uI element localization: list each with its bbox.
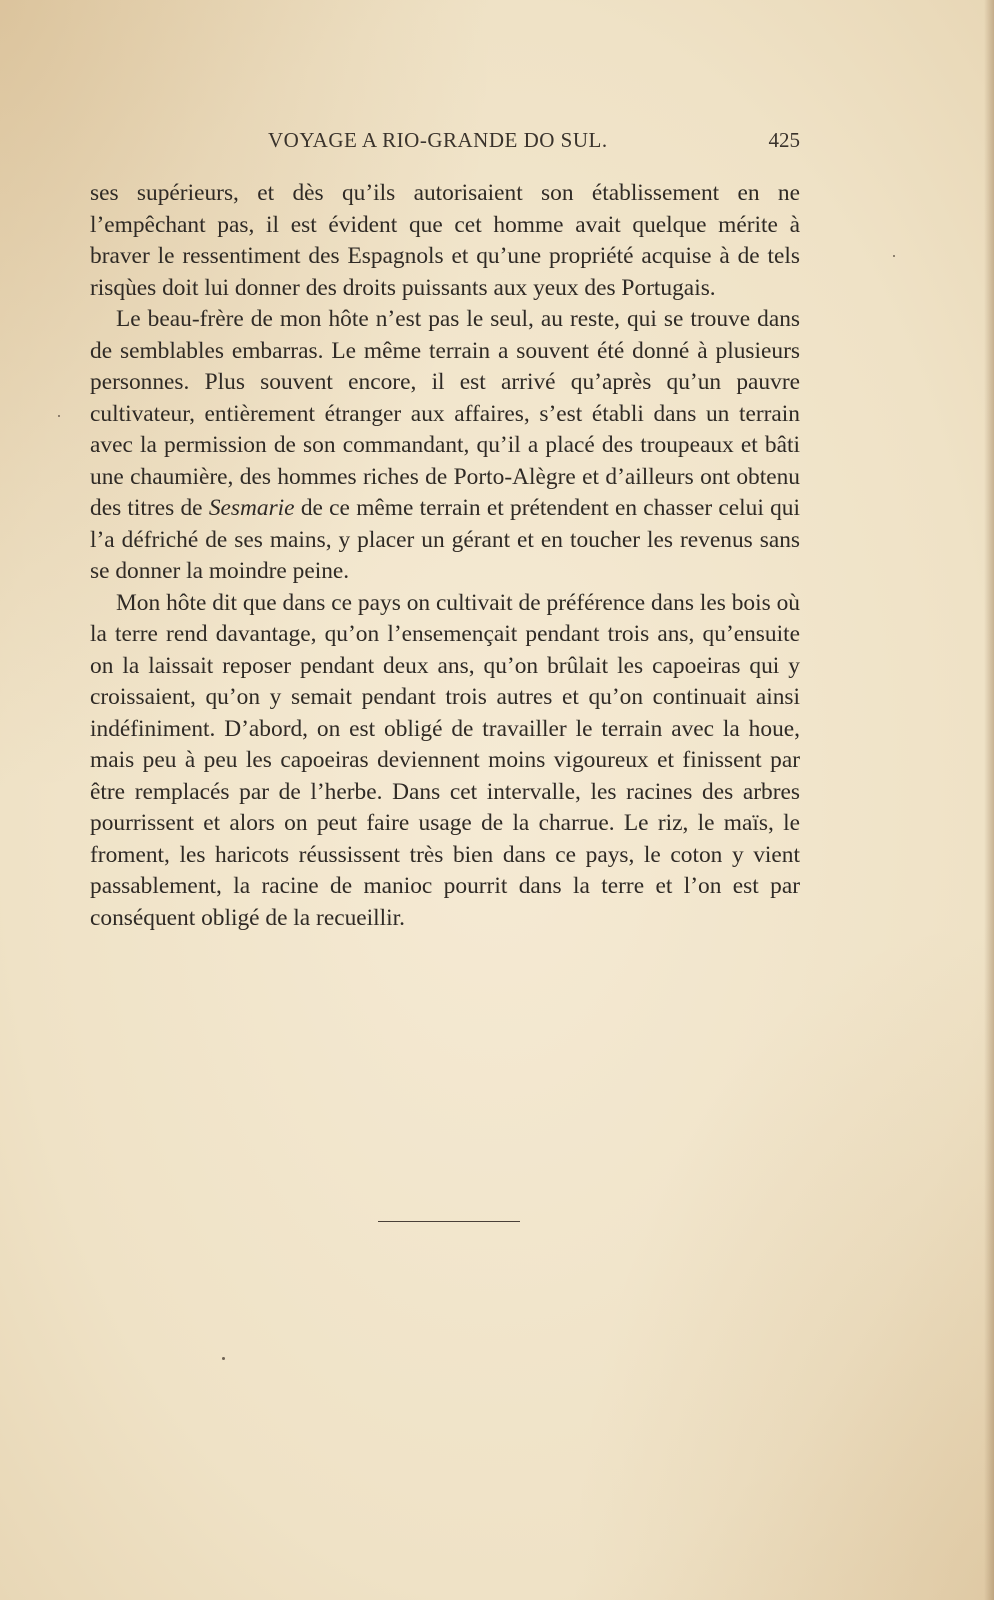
paragraph-3 bbox=[90, 588, 800, 935]
page-number: 425 bbox=[768, 128, 800, 152]
paper-speck bbox=[58, 415, 60, 417]
paragraph-2-text-before: Le beau-frère de mon hôte n’est pas le seul, au reste, qui se trouve dans de semblables embarras. Le même terrain a souvent été donné à plusieurs personnes. Plus souvent encore, il est arrivé qu’après qu’un pauvre cultivateur, entièrement étranger aux affaires, s’est établi dans un terrain avec la permission de son commandant, qu’il a placé des troupeaux et bâti une chaumière, des hommes riches de Porto-Alègre et d’ailleurs ont obtenu des titres de bbox=[90, 306, 800, 521]
paragraph-1-text: ses supérieurs, et dès qu’ils autorisaient son établissement en ne l’empêchant pas, il est évident que cet homme avait quelque mérite à braver le ressentiment des Espagnols et qu’une propriété acquise à de tels risqùes doit lui donner des droits puissants aux yeux des Portugais. bbox=[90, 180, 800, 301]
paragraph-2 bbox=[90, 304, 800, 588]
body-text bbox=[90, 178, 800, 934]
paper-speck bbox=[893, 255, 895, 257]
paragraph-1 bbox=[90, 178, 800, 304]
paragraph-3-text: Mon hôte dit que dans ce pays on cultivait de préférence dans les bois où la terre rend davantage, qu’on l’ensemençait pendant trois ans, qu’ensuite on la laissait reposer pendant deux ans, qu’on brûlait les capoeiras qui y croissaient, qu’on y semait pendant trois autres et qu’on continuait ainsi indéfiniment. D’abord, on est obligé de travailler le terrain avec la houe, mais peu à peu les capoeiras deviennent moins vigoureux et finissent par être remplacés par de l’herbe. Dans cet intervalle, les racines des arbres pourrissent et alors on peut faire usage de la charrue. Le riz, le maïs, le froment, les haricots réussissent très bien dans ce pays, le coton y vient passablement, la racine de manioc pourrit dans la terre et l’on est par conséquent obligé de la recueillir. bbox=[90, 589, 800, 931]
running-title: VOYAGE A RIO-GRANDE DO SUL. bbox=[268, 128, 608, 152]
paragraph-2-text-after: de ce même terrain et prétendent en chasser celui qui l’a défriché de ses mains, y placer un gérant et en toucher les revenus sans se donner la moindre peine. bbox=[90, 495, 800, 584]
section-end-rule bbox=[378, 1221, 520, 1222]
running-head bbox=[88, 128, 800, 158]
paper-speck bbox=[222, 1357, 225, 1360]
paragraph-2-italic-term: Sesmarie bbox=[208, 495, 295, 521]
